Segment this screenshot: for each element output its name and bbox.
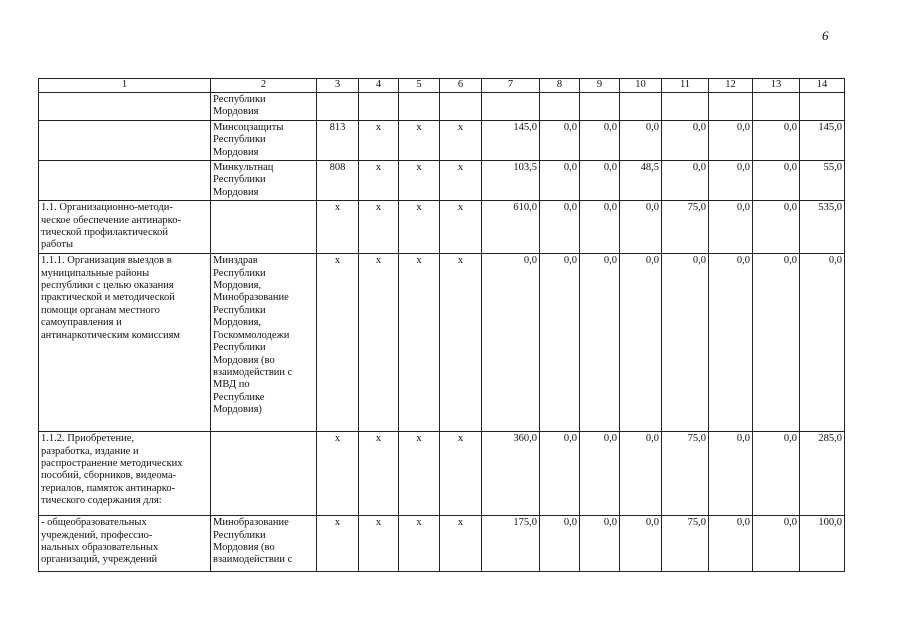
column-header: 9 — [580, 79, 620, 93]
value-cell: 0,0 — [620, 120, 662, 160]
value-cell: 0,0 — [753, 120, 800, 160]
value-cell: 0,0 — [540, 254, 580, 432]
column-header: 1 — [39, 79, 211, 93]
page-number: 6 — [822, 28, 829, 43]
value-cell: 0,0 — [662, 254, 709, 432]
value-cell: 0,0 — [662, 161, 709, 201]
value-cell: х — [399, 516, 440, 572]
value-cell: 813 — [317, 120, 359, 160]
value-cell: 0,0 — [753, 516, 800, 572]
value-cell: 0,0 — [620, 201, 662, 254]
value-cell: 0,0 — [753, 161, 800, 201]
measure-name-cell — [39, 161, 211, 201]
executor-cell: Минздрав Республики Мордовия, Минобразование Республики Мордовия, Госкоммолодежи Республики Мордовия (во взаимодействии с МВД по Республике Мордовия) — [211, 254, 317, 432]
value-cell: х — [440, 254, 482, 432]
column-header: 7 — [482, 79, 540, 93]
executor-cell: Минобразование Республики Мордовия (во взаимодействии с — [211, 516, 317, 572]
value-cell: 55,0 — [800, 161, 845, 201]
value-cell: 0,0 — [709, 254, 753, 432]
value-cell — [399, 93, 440, 121]
executor-cell: Республики Мордовия — [211, 93, 317, 121]
value-cell: 0,0 — [540, 201, 580, 254]
value-cell: х — [359, 516, 399, 572]
value-cell: 0,0 — [753, 254, 800, 432]
value-cell: 0,0 — [709, 120, 753, 160]
value-cell — [359, 93, 399, 121]
value-cell: 75,0 — [662, 432, 709, 516]
executor-cell — [211, 201, 317, 254]
executor-cell: Минсоцзащиты Республики Мордовия — [211, 120, 317, 160]
value-cell — [540, 93, 580, 121]
value-cell: 0,0 — [580, 201, 620, 254]
value-cell: х — [359, 432, 399, 516]
value-cell: х — [317, 254, 359, 432]
value-cell: 0,0 — [709, 161, 753, 201]
budget-table — [38, 78, 845, 572]
measure-name-cell: - общеобразовательных учреждений, профессио- нальных образовательных организаций, учреждений — [39, 516, 211, 572]
value-cell: 175,0 — [482, 516, 540, 572]
value-cell: 808 — [317, 161, 359, 201]
value-cell: 103,5 — [482, 161, 540, 201]
value-cell — [620, 93, 662, 121]
value-cell: 0,0 — [482, 254, 540, 432]
header-row — [39, 79, 845, 93]
executor-cell: Минкультнац Республики Мордовия — [211, 161, 317, 201]
value-cell: 0,0 — [620, 516, 662, 572]
value-cell: 145,0 — [482, 120, 540, 160]
value-cell: 0,0 — [540, 161, 580, 201]
column-header: 14 — [800, 79, 845, 93]
value-cell — [709, 93, 753, 121]
value-cell: х — [359, 201, 399, 254]
value-cell: 75,0 — [662, 516, 709, 572]
value-cell: 0,0 — [709, 432, 753, 516]
value-cell: х — [359, 161, 399, 201]
measure-name-cell — [39, 93, 211, 121]
value-cell: х — [399, 161, 440, 201]
value-cell: 0,0 — [753, 432, 800, 516]
value-cell: 75,0 — [662, 201, 709, 254]
table-row — [39, 254, 845, 432]
value-cell: 0,0 — [540, 516, 580, 572]
value-cell — [317, 93, 359, 121]
value-cell: х — [399, 432, 440, 516]
value-cell: 0,0 — [753, 201, 800, 254]
value-cell: х — [440, 161, 482, 201]
table-body — [39, 93, 845, 572]
value-cell: 285,0 — [800, 432, 845, 516]
value-cell — [800, 93, 845, 121]
measure-name-cell: 1.1. Организационно-методи- ческое обеспечение антинарко- тической профилактической работы — [39, 201, 211, 254]
value-cell: 0,0 — [580, 432, 620, 516]
value-cell: 0,0 — [540, 120, 580, 160]
value-cell: х — [317, 201, 359, 254]
value-cell — [662, 93, 709, 121]
column-header: 10 — [620, 79, 662, 93]
table-row — [39, 432, 845, 516]
value-cell: 0,0 — [709, 516, 753, 572]
table-row — [39, 201, 845, 254]
column-header: 4 — [359, 79, 399, 93]
measure-name-cell — [39, 120, 211, 160]
value-cell: 0,0 — [709, 201, 753, 254]
column-header: 3 — [317, 79, 359, 93]
value-cell — [440, 93, 482, 121]
value-cell: 0,0 — [620, 432, 662, 516]
value-cell: х — [440, 120, 482, 160]
column-header: 13 — [753, 79, 800, 93]
value-cell: 0,0 — [800, 254, 845, 432]
value-cell — [482, 93, 540, 121]
column-header: 5 — [399, 79, 440, 93]
value-cell: х — [359, 254, 399, 432]
value-cell: 0,0 — [580, 161, 620, 201]
value-cell: 100,0 — [800, 516, 845, 572]
value-cell — [580, 93, 620, 121]
value-cell: 0,0 — [662, 120, 709, 160]
table-row — [39, 161, 845, 201]
value-cell: 48,5 — [620, 161, 662, 201]
value-cell: 0,0 — [620, 254, 662, 432]
table-row — [39, 120, 845, 160]
value-cell: х — [399, 120, 440, 160]
measure-name-cell: 1.1.2. Приобретение, разработка, издание и распространение методических пособий, сборников, видеома- териалов, памяток антинарко- тического содержания для: — [39, 432, 211, 516]
table-row — [39, 93, 845, 121]
value-cell: 535,0 — [800, 201, 845, 254]
value-cell: х — [440, 201, 482, 254]
column-header: 12 — [709, 79, 753, 93]
value-cell: 0,0 — [580, 516, 620, 572]
value-cell: х — [399, 201, 440, 254]
value-cell: 610,0 — [482, 201, 540, 254]
value-cell — [753, 93, 800, 121]
column-header: 2 — [211, 79, 317, 93]
value-cell: 0,0 — [580, 254, 620, 432]
column-header: 6 — [440, 79, 482, 93]
value-cell: 145,0 — [800, 120, 845, 160]
executor-cell — [211, 432, 317, 516]
column-header: 8 — [540, 79, 580, 93]
table-row — [39, 516, 845, 572]
value-cell: 360,0 — [482, 432, 540, 516]
value-cell: х — [317, 516, 359, 572]
value-cell: х — [440, 516, 482, 572]
value-cell: х — [440, 432, 482, 516]
value-cell: х — [359, 120, 399, 160]
value-cell: 0,0 — [580, 120, 620, 160]
column-header: 11 — [662, 79, 709, 93]
measure-name-cell: 1.1.1. Организация выездов в муниципальные районы республики с целью оказания практической и методической помощи органам местного самоуправления и антинаркотическим комиссиям — [39, 254, 211, 432]
value-cell: х — [317, 432, 359, 516]
value-cell: 0,0 — [540, 432, 580, 516]
value-cell: х — [399, 254, 440, 432]
